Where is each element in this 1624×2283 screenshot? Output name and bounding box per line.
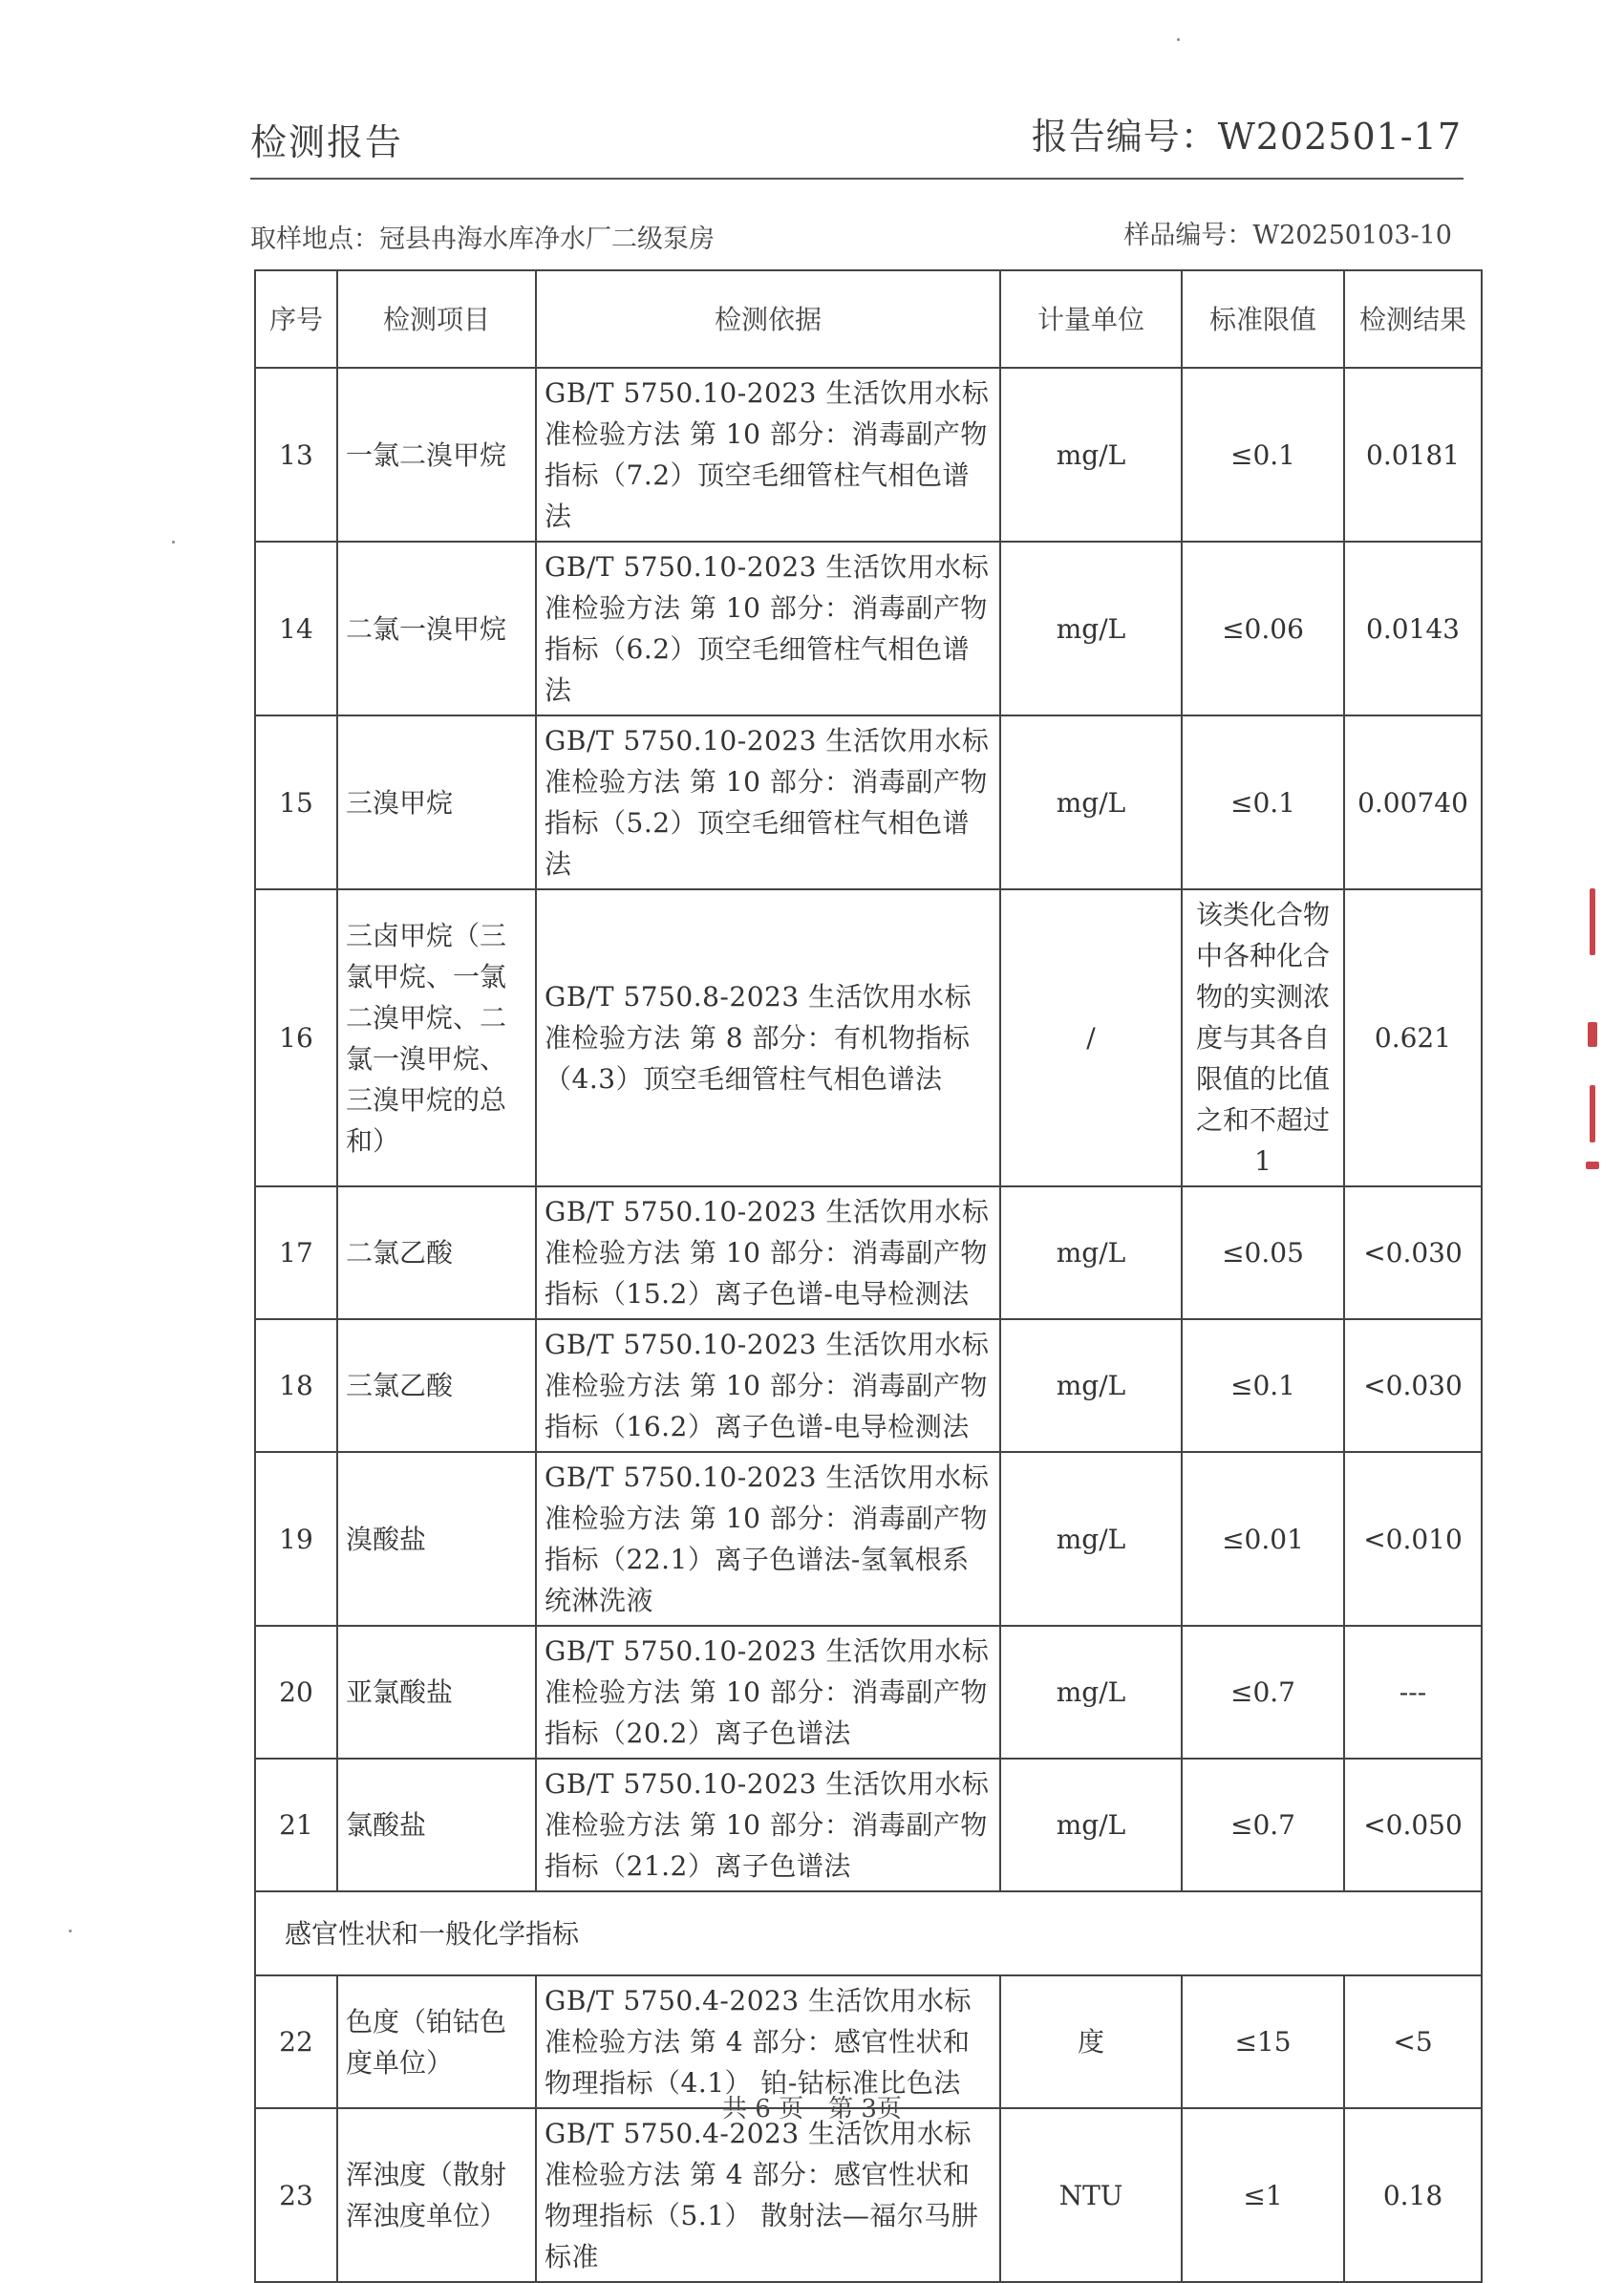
stamp-fragment	[1578, 888, 1607, 1194]
row-result: 0.18	[1344, 2108, 1482, 2282]
page-number: 共 6 页 第 3页	[722, 2095, 902, 2123]
row-no: 16	[255, 889, 337, 1186]
row-result: 0.0143	[1344, 542, 1482, 715]
row-unit: mg/L	[1000, 1319, 1182, 1452]
row-item: 色度（铂钴色度单位）	[337, 1975, 536, 2108]
row-item: 浑浊度（散射浑浊度单位）	[337, 2108, 536, 2282]
table-row	[255, 889, 1482, 1186]
row-result: <5	[1344, 1975, 1482, 2108]
row-result: 0.00740	[1344, 715, 1482, 889]
header-basis: 检测依据	[536, 270, 1000, 368]
row-result: <0.030	[1344, 1186, 1482, 1319]
row-item: 三氯乙酸	[337, 1319, 536, 1452]
row-limit: ≤15	[1182, 1975, 1344, 2108]
row-limit: ≤0.1	[1182, 368, 1344, 542]
header-limit: 标准限值	[1182, 270, 1344, 368]
row-unit: mg/L	[1000, 715, 1182, 889]
table-row	[255, 1186, 1482, 1319]
row-basis: GB/T 5750.10-2023 生活饮用水标准检验方法 第 10 部分：消毒副产物指标（20.2）离子色谱法	[536, 1626, 1000, 1759]
row-limit: ≤0.7	[1182, 1759, 1344, 1891]
row-limit: ≤0.1	[1182, 715, 1344, 889]
results-table	[254, 269, 1483, 2283]
row-basis: GB/T 5750.4-2023 生活饮用水标准检验方法 第 4 部分：感官性状和物理指标（5.1） 散射法—福尔马肼标准	[536, 2108, 1000, 2282]
row-item: 二氯一溴甲烷	[337, 542, 536, 715]
table-row	[255, 1759, 1482, 1891]
row-unit: NTU	[1000, 2108, 1182, 2282]
row-limit: ≤0.1	[1182, 1319, 1344, 1452]
row-limit: ≤1	[1182, 2108, 1344, 2282]
table-row	[255, 1319, 1482, 1452]
sampling-location: 取样地点：冠县冉海水库净水厂二级泵房	[250, 224, 715, 254]
row-result: 0.0181	[1344, 368, 1482, 542]
table-row	[255, 542, 1482, 715]
row-result: <0.050	[1344, 1759, 1482, 1891]
row-item: 二氯乙酸	[337, 1186, 536, 1319]
row-basis: GB/T 5750.10-2023 生活饮用水标准检验方法 第 10 部分：消毒副产物指标（21.2）离子色谱法	[536, 1759, 1000, 1891]
row-result: ---	[1344, 1626, 1482, 1759]
row-limit: ≤0.7	[1182, 1626, 1344, 1759]
row-basis: GB/T 5750.4-2023 生活饮用水标准检验方法 第 4 部分：感官性状和物理指标（4.1） 铂-钴标准比色法	[536, 1975, 1000, 2108]
section-row	[255, 1891, 1482, 1975]
header-result: 检测结果	[1344, 270, 1482, 368]
scan-speck	[172, 541, 175, 544]
row-unit: mg/L	[1000, 1626, 1182, 1759]
row-result: 0.621	[1344, 889, 1482, 1186]
table-row	[255, 2108, 1482, 2282]
row-no: 22	[255, 1975, 337, 2108]
row-result: <0.010	[1344, 1452, 1482, 1626]
table-row	[255, 368, 1482, 542]
header-no: 序号	[255, 270, 337, 368]
row-basis: GB/T 5750.10-2023 生活饮用水标准检验方法 第 10 部分：消毒副产物指标（7.2）顶空毛细管柱气相色谱法	[536, 368, 1000, 542]
row-unit: mg/L	[1000, 1452, 1182, 1626]
row-item: 亚氯酸盐	[337, 1626, 536, 1759]
table-row	[255, 1452, 1482, 1626]
row-no: 17	[255, 1186, 337, 1319]
row-item: 一氯二溴甲烷	[337, 368, 536, 542]
row-basis: GB/T 5750.8-2023 生活饮用水标准检验方法 第 8 部分：有机物指标（4.3）顶空毛细管柱气相色谱法	[536, 889, 1000, 1186]
row-unit: mg/L	[1000, 1186, 1182, 1319]
row-limit: 该类化合物中各种化合物的实测浓度与其各自限值的比值之和不超过1	[1182, 889, 1344, 1186]
row-item: 三溴甲烷	[337, 715, 536, 889]
table-row	[255, 1626, 1482, 1759]
scan-speck	[1177, 38, 1180, 41]
table-header-row	[255, 270, 1482, 368]
section-label: 感官性状和一般化学指标	[255, 1891, 1482, 1975]
row-unit: mg/L	[1000, 368, 1182, 542]
row-basis: GB/T 5750.10-2023 生活饮用水标准检验方法 第 10 部分：消毒副产物指标（22.1）离子色谱法-氢氧根系统淋洗液	[536, 1452, 1000, 1626]
row-unit: mg/L	[1000, 542, 1182, 715]
scan-speck	[69, 1930, 72, 1932]
report-title: 检测报告	[250, 121, 404, 163]
row-item: 三卤甲烷（三氯甲烷、一氯二溴甲烷、二氯一溴甲烷、三溴甲烷的总和）	[337, 889, 536, 1186]
header-rule	[250, 178, 1464, 180]
row-no: 14	[255, 542, 337, 715]
row-basis: GB/T 5750.10-2023 生活饮用水标准检验方法 第 10 部分：消毒副产物指标（6.2）顶空毛细管柱气相色谱法	[536, 542, 1000, 715]
row-no: 13	[255, 368, 337, 542]
row-limit: ≤0.01	[1182, 1452, 1344, 1626]
row-limit: ≤0.06	[1182, 542, 1344, 715]
row-no: 21	[255, 1759, 337, 1891]
row-basis: GB/T 5750.10-2023 生活饮用水标准检验方法 第 10 部分：消毒副产物指标（15.2）离子色谱-电导检测法	[536, 1186, 1000, 1319]
row-no: 18	[255, 1319, 337, 1452]
row-unit: mg/L	[1000, 1759, 1182, 1891]
row-result: <0.030	[1344, 1319, 1482, 1452]
header-unit: 计量单位	[1000, 270, 1182, 368]
row-no: 20	[255, 1626, 337, 1759]
row-limit: ≤0.05	[1182, 1186, 1344, 1319]
row-item: 溴酸盐	[337, 1452, 536, 1626]
row-unit: 度	[1000, 1975, 1182, 2108]
row-no: 15	[255, 715, 337, 889]
row-no: 19	[255, 1452, 337, 1626]
header-item: 检测项目	[337, 270, 536, 368]
row-basis: GB/T 5750.10-2023 生活饮用水标准检验方法 第 10 部分：消毒副产物指标（5.2）顶空毛细管柱气相色谱法	[536, 715, 1000, 889]
row-unit: /	[1000, 889, 1182, 1186]
row-basis: GB/T 5750.10-2023 生活饮用水标准检验方法 第 10 部分：消毒副产物指标（16.2）离子色谱-电导检测法	[536, 1319, 1000, 1452]
sample-number: 样品编号：W20250103-10	[1123, 221, 1452, 250]
table-row	[255, 715, 1482, 889]
row-no: 23	[255, 2108, 337, 2282]
row-item: 氯酸盐	[337, 1759, 536, 1891]
report-number: 报告编号：W202501-17	[1031, 116, 1462, 158]
